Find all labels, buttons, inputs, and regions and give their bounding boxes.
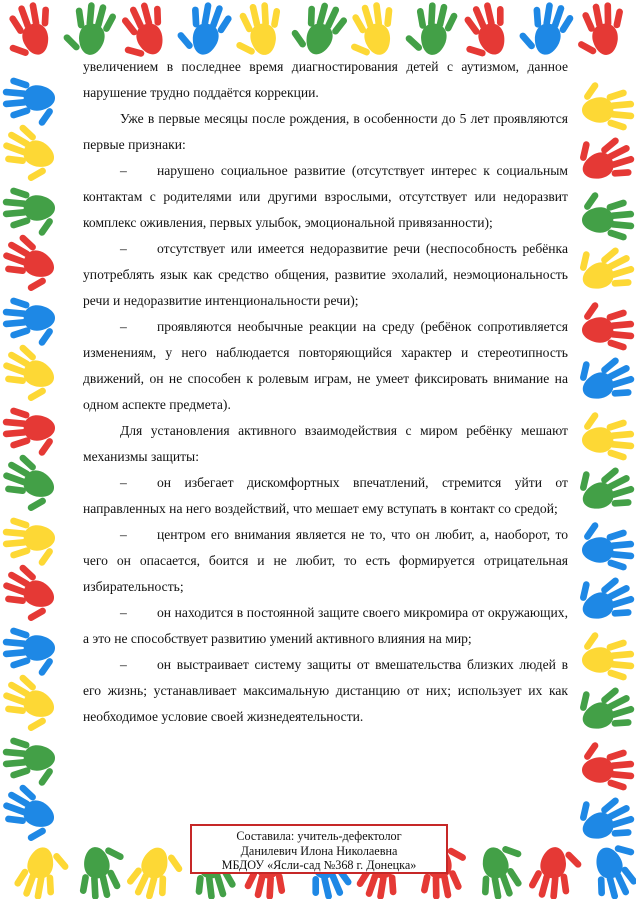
handprint-icon [173,0,235,60]
dash-bullet: – [120,319,127,334]
paragraph-intro-defenses: Для установления активного взаимодействия с миром ребёнку мешают механизмы защиты: [83,423,568,464]
handprint-icon [584,838,636,899]
handprint-icon [573,126,636,192]
handprint-icon [573,346,636,412]
handprint-icon [3,77,55,127]
handprint-icon [582,631,634,681]
handprint-icon [3,297,55,347]
handprint-icon [3,627,55,677]
handprint-icon [0,340,62,408]
handprint-icon [471,840,533,899]
sign-item-text: проявляются необычные реакции на среду (ребёнок сопротивляется изменениям, у него наблюдается повторяющийся характер и стереотипность движений, он не способен к ролевым играм, не умеет фиксировать внимание на одном аспекте предмета). [83,319,568,412]
handprint-icon [230,0,287,59]
handprint-icon [73,843,130,899]
handprint-icon [573,566,636,632]
sign-item-3 [83,314,568,418]
defense-item-text: он выстраивает систему защиты от вмешательства близких людей в его жизнь; устанавливает максимальную дистанцию от них; использует их как необходимое условие своей жизнедеятельности. [83,657,568,724]
handprint-icon [573,236,636,302]
credits-line-name: Данилевич Илона Николаевна [240,843,398,858]
handprint-icon [60,0,119,58]
handprint-icon [582,411,634,461]
handprint-icon [286,0,351,61]
credits-line-role: Составила: учитель-дефектолог [236,829,402,843]
handprint-icon [0,450,62,518]
handprint-icon [403,0,460,58]
paragraph-intro-signs: Уже в первые месяцы после рождения, в особенности до 5 лет проявляются первые признаки: [83,111,568,152]
defense-item-text: он находится в постоянной защите своего микромира от окружающих, а это не способствует развитию умений активного влияния на мир; [83,605,568,646]
credits-line-org: МБДОУ «Ясли-сад №368 г. Донецка» [221,858,417,872]
defense-item-text: центром его внимания является не то, что он любит, а, наоборот, то чего он опасается, боится и не любит, то есть формируется отрицательная избирательность; [83,527,568,594]
sign-item-text: нарушено социальное развитие (отсутствует интерес к социальным контактам с родителями или другими взрослыми, отсутствует или недоразвит комплекс оживления, первых улыбок, эмоциональной привязанности); [83,163,568,230]
defense-item-3 [83,600,568,652]
paragraph-lead: увеличением в последнее время диагностирования детей с аутизмом, данное нарушение трудно поддаётся коррекции. [83,59,568,100]
document-body [83,54,568,730]
dash-bullet: – [120,657,127,672]
handprint-icon [573,786,636,852]
handprint-icon [11,842,73,899]
handprint-icon [0,230,62,298]
dash-bullet: – [120,475,127,490]
handprint-icon [573,0,629,57]
handprint-icon [123,841,188,899]
dash-bullet: – [120,163,127,178]
defense-item-text: он избегает дискомфортных впечатлений, стремится уйти от направленных на него воздействий, что мешает ему вступать в контакт со средой; [83,475,568,516]
handprint-icon [3,407,55,457]
dash-bullet: – [120,241,127,256]
handprint-icon [0,780,62,848]
handprint-icon [3,517,55,567]
sign-item-1 [83,158,568,236]
handprint-icon [342,0,402,61]
handprint-icon [582,521,634,571]
handprint-icon [0,0,60,62]
author-credits-box [190,824,448,874]
handprint-icon [526,844,585,899]
defense-item-1 [83,470,568,522]
handprint-icon [573,456,636,522]
handprint-icon [573,676,636,742]
defense-item-2 [83,522,568,600]
handprint-icon [582,741,634,791]
handprint-icon [582,191,634,241]
handprint-icon [0,670,62,738]
handprint-icon [515,0,576,60]
handprint-icon [3,187,55,237]
dash-bullet: – [120,527,127,542]
dash-bullet: – [120,605,127,620]
handprint-icon [582,81,634,131]
handprint-icon [0,560,62,628]
defense-item-4 [83,652,568,730]
handprint-icon [0,120,62,188]
handprint-icon [582,301,634,351]
sign-item-2 [83,236,568,314]
handprint-icon [3,737,55,787]
sign-item-text: отсутствует или имеется недоразвитие речи (неспособность ребёнка употреблять язык как средство общения, развитие эхолалий, неэмоциональность речи и недоразвитие интенциональности речи); [83,241,568,308]
